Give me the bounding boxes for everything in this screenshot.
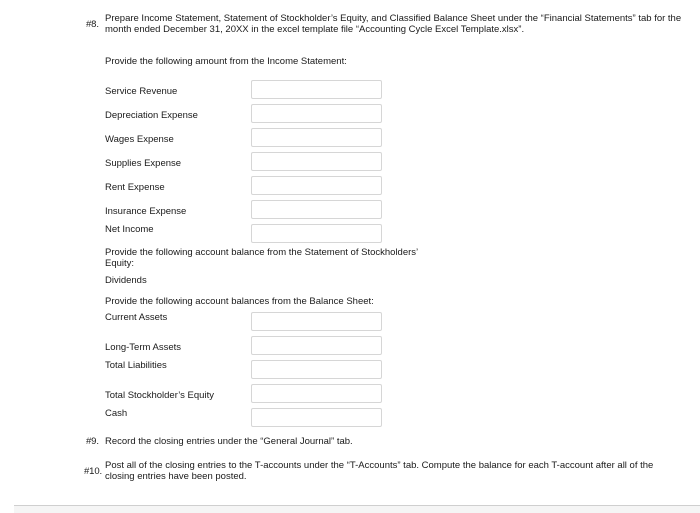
balance-sheet-prompt: Provide the following account balances from the Balance Sheet: (105, 296, 374, 307)
rent-expense-label: Rent Expense (105, 182, 165, 193)
question-10-number: #10. (84, 466, 103, 477)
long-term-assets-input[interactable] (251, 336, 382, 355)
depreciation-expense-input[interactable] (251, 104, 382, 123)
insurance-expense-label: Insurance Expense (105, 206, 187, 217)
current-assets-label: Current Assets (105, 312, 168, 323)
total-stockholders-equity-input[interactable] (251, 384, 382, 403)
question-9-text: Record the closing entries under the “General Journal” tab. (105, 436, 353, 447)
question-9-number: #9. (86, 436, 99, 447)
wages-expense-label: Wages Expense (105, 134, 174, 145)
service-revenue-input[interactable] (251, 80, 382, 99)
insurance-expense-input[interactable] (251, 200, 382, 219)
rent-expense-input[interactable] (251, 176, 382, 195)
long-term-assets-label: Long-Term Assets (105, 342, 182, 353)
service-revenue-label: Service Revenue (105, 86, 178, 97)
net-income-input[interactable] (251, 224, 382, 243)
dividends-label: Dividends (105, 275, 147, 286)
supplies-expense-input[interactable] (251, 152, 382, 171)
cash-label: Cash (105, 408, 128, 419)
equity-statement-prompt: Provide the following account balance from the Statement of Stockholders’ Equity: (105, 247, 418, 269)
depreciation-expense-label: Depreciation Expense (105, 110, 198, 121)
total-liabilities-label: Total Liabilities (105, 360, 167, 371)
net-income-label: Net Income (105, 224, 154, 235)
question-8-text: Prepare Income Statement, Statement of Stockholder’s Equity, and Classified Balance Sheet under the “Financial Statements” tab for the month ended December 31, 20XX in the excel template file “Accounting Cycle Excel Template.xlsx”. (105, 13, 682, 35)
wages-expense-input[interactable] (251, 128, 382, 147)
cash-input[interactable] (251, 408, 382, 427)
total-stockholders-equity-label: Total Stockholder’s Equity (105, 390, 214, 401)
question-8-number: #8. (86, 19, 99, 30)
question-10-text: Post all of the closing entries to the T-accounts under the “T-Accounts” tab. Compute the balance for each T-account after all of the closing entries have been posted. (105, 460, 654, 482)
income-statement-prompt: Provide the following amount from the Income Statement: (105, 56, 347, 67)
current-assets-input[interactable] (251, 312, 382, 331)
supplies-expense-label: Supplies Expense (105, 158, 182, 169)
total-liabilities-input[interactable] (251, 360, 382, 379)
